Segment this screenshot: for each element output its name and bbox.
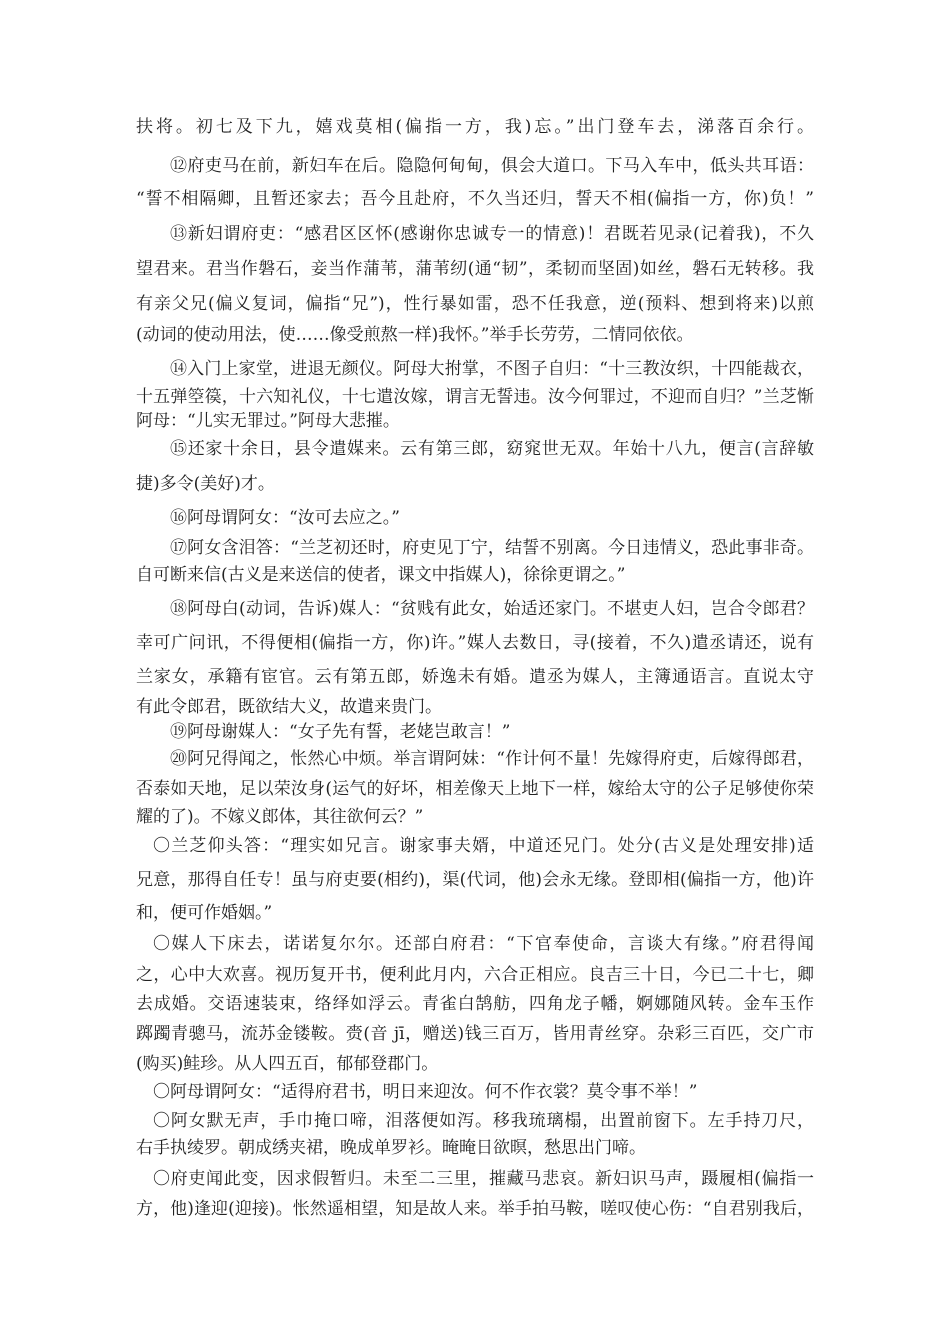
text-line: (动词的使动用法，使……像受煎熬一样)我怀。”举手长劳劳，二情同依依。 bbox=[136, 325, 694, 345]
text-line: 捷)多令(美好)才。 bbox=[136, 474, 275, 494]
text-line: 之，心中大欢喜。视历复开书，便利此月内，六合正相应。良吉三十日，今已二十七，卿 bbox=[136, 965, 814, 985]
text-line: 有此令郎君，既欲结大义，故遣来贵门。 bbox=[136, 697, 442, 717]
text-line: 有亲父兄(偏义复词，偏指“兄”)，性行暴如雷，恐不任我意，逆(预料、想到将来)以煎 bbox=[136, 294, 814, 314]
paragraph-21: 〇兰芝仰头答：“理实如兄言。谢家事夫婿，中道还兄门。处分(古义是处理安排)适 bbox=[153, 836, 814, 856]
paragraph-25: 〇府吏闻此变，因求假暂归。未至二三里，摧藏马悲哀。新妇识马声，蹑履相(偏指一 bbox=[153, 1169, 814, 1189]
text-line: 十五弹箜篌，十六知礼仪，十七遣汝嫁，谓言无誓违。汝今何罪过，不迎而自归？”兰芝惭 bbox=[136, 387, 814, 407]
paragraph-22: 〇媒人下床去，诺诺复尔尔。还部白府君：“下官奉使命，言谈大有缘。”府君得闻 bbox=[153, 934, 814, 954]
paragraph-23: 〇阿母谓阿女：“适得府君书，明日来迎汝。何不作衣裳？莫令事不举！” bbox=[153, 1082, 698, 1102]
text-line: 自可断来信(古义是来送信的使者，课文中指媒人)，徐徐更谓之。” bbox=[136, 565, 626, 585]
text-line: 兄意，那得自任专！虽与府吏要(相约)，渠(代词，他)会永无缘。登即相(偏指一方，他)许 bbox=[136, 870, 814, 890]
text-line: 幸可广问讯，不得便相(偏指一方，你)许。”媒人去数日，寻(接着，不久)遣丞请还，说有 bbox=[136, 633, 814, 653]
text-line: 望君来。君当作磐石，妾当作蒲苇，蒲苇纫(通“韧”，柔韧而坚固)如丝，磐石无转移。我 bbox=[136, 259, 814, 279]
paragraph-20: ⑳阿兄得闻之，怅然心中烦。举言谓阿妹：“作计何不量！先嫁得府吏，后嫁得郎君， bbox=[170, 749, 814, 769]
paragraph-18: ⑱阿母白(动词，告诉)媒人：“贫贱有此女，始适还家门。不堪吏人妇，岂合令郎君？ bbox=[170, 599, 814, 619]
paragraph-14: ⑭入门上家堂，进退无颜仪。阿母大拊掌，不图子自归：“十三教汝织，十四能裁衣， bbox=[170, 359, 814, 379]
text-line: (购买)鲑珍。从人四五百，郁郁登郡门。 bbox=[136, 1054, 439, 1074]
text-line: 和，便可作婚姻。” bbox=[136, 903, 273, 923]
text-line: 右手执绫罗。朝成绣夹裙，晚成单罗衫。晻晻日欲暝，愁思出门啼。 bbox=[136, 1138, 646, 1158]
paragraph-16: ⑯阿母谓阿女：“汝可去应之。” bbox=[170, 508, 400, 528]
text-line: 踯躅青骢马，流苏金镂鞍。赍(音 jī，赠送)钱三百万，皆用青丝穿。杂彩三百匹，交广市 bbox=[136, 1024, 814, 1044]
paragraph-12: ⑫府吏马在前，新妇车在后。隐隐何甸甸，俱会大道口。下马入车中，低头共耳语： bbox=[170, 156, 814, 176]
paragraph-24: 〇阿女默无声，手巾掩口啼，泪落便如泻。移我琉璃榻，出置前窗下。左手持刀尺， bbox=[153, 1111, 814, 1131]
paragraph-17: ⑰阿女含泪答：“兰芝初还时，府吏见丁宁，结誓不别离。今日违情义，恐此事非奇。 bbox=[170, 538, 814, 558]
text-line: 去成婚。交语速装束，络绎如浮云。青雀白鹄舫，四角龙子幡，婀娜随风转。金车玉作 bbox=[136, 994, 814, 1014]
paragraph-15: ⑮还家十余日，县令遣媒来。云有第三郎，窈窕世无双。年始十八九，便言(言辞敏 bbox=[170, 439, 814, 459]
paragraph-13: ⑬新妇谓府吏：“感君区区怀(感谢你忠诚专一的情意)！君既若见录(记着我)，不久 bbox=[170, 224, 814, 244]
text-line: 阿母：“儿实无罪过。”阿母大悲摧。 bbox=[136, 411, 400, 431]
text-line: 兰家女，承籍有宦官。云有第五郎，娇逸未有婚。遣丞为媒人，主簿通语言。直说太守 bbox=[136, 667, 814, 687]
text-line: “誓不相隔卿，且暂还家去；吾今且赴府，不久当还归，誓天不相(偏指一方，你)负！” bbox=[136, 189, 814, 209]
text-line: 方，他)逢迎(迎接)。怅然遥相望，知是故人来。举手拍马鞍，嗟叹使心伤：“自君别我后， bbox=[136, 1199, 814, 1219]
paragraph-19: ⑲阿母谢媒人：“女子先有誓，老姥岂敢言！” bbox=[170, 722, 511, 742]
text-line: 扶将。初七及下九，嬉戏莫相(偏指一方，我)忘。”出门登车去，涕落百余行。 bbox=[136, 117, 814, 137]
text-line: 否泰如天地，足以荣汝身(运气的好坏，相差像天上地下一样，嫁给太守的公子足够使你荣 bbox=[136, 779, 814, 799]
text-line: 耀的了)。不嫁义郎体，其往欲何云？” bbox=[136, 807, 424, 827]
